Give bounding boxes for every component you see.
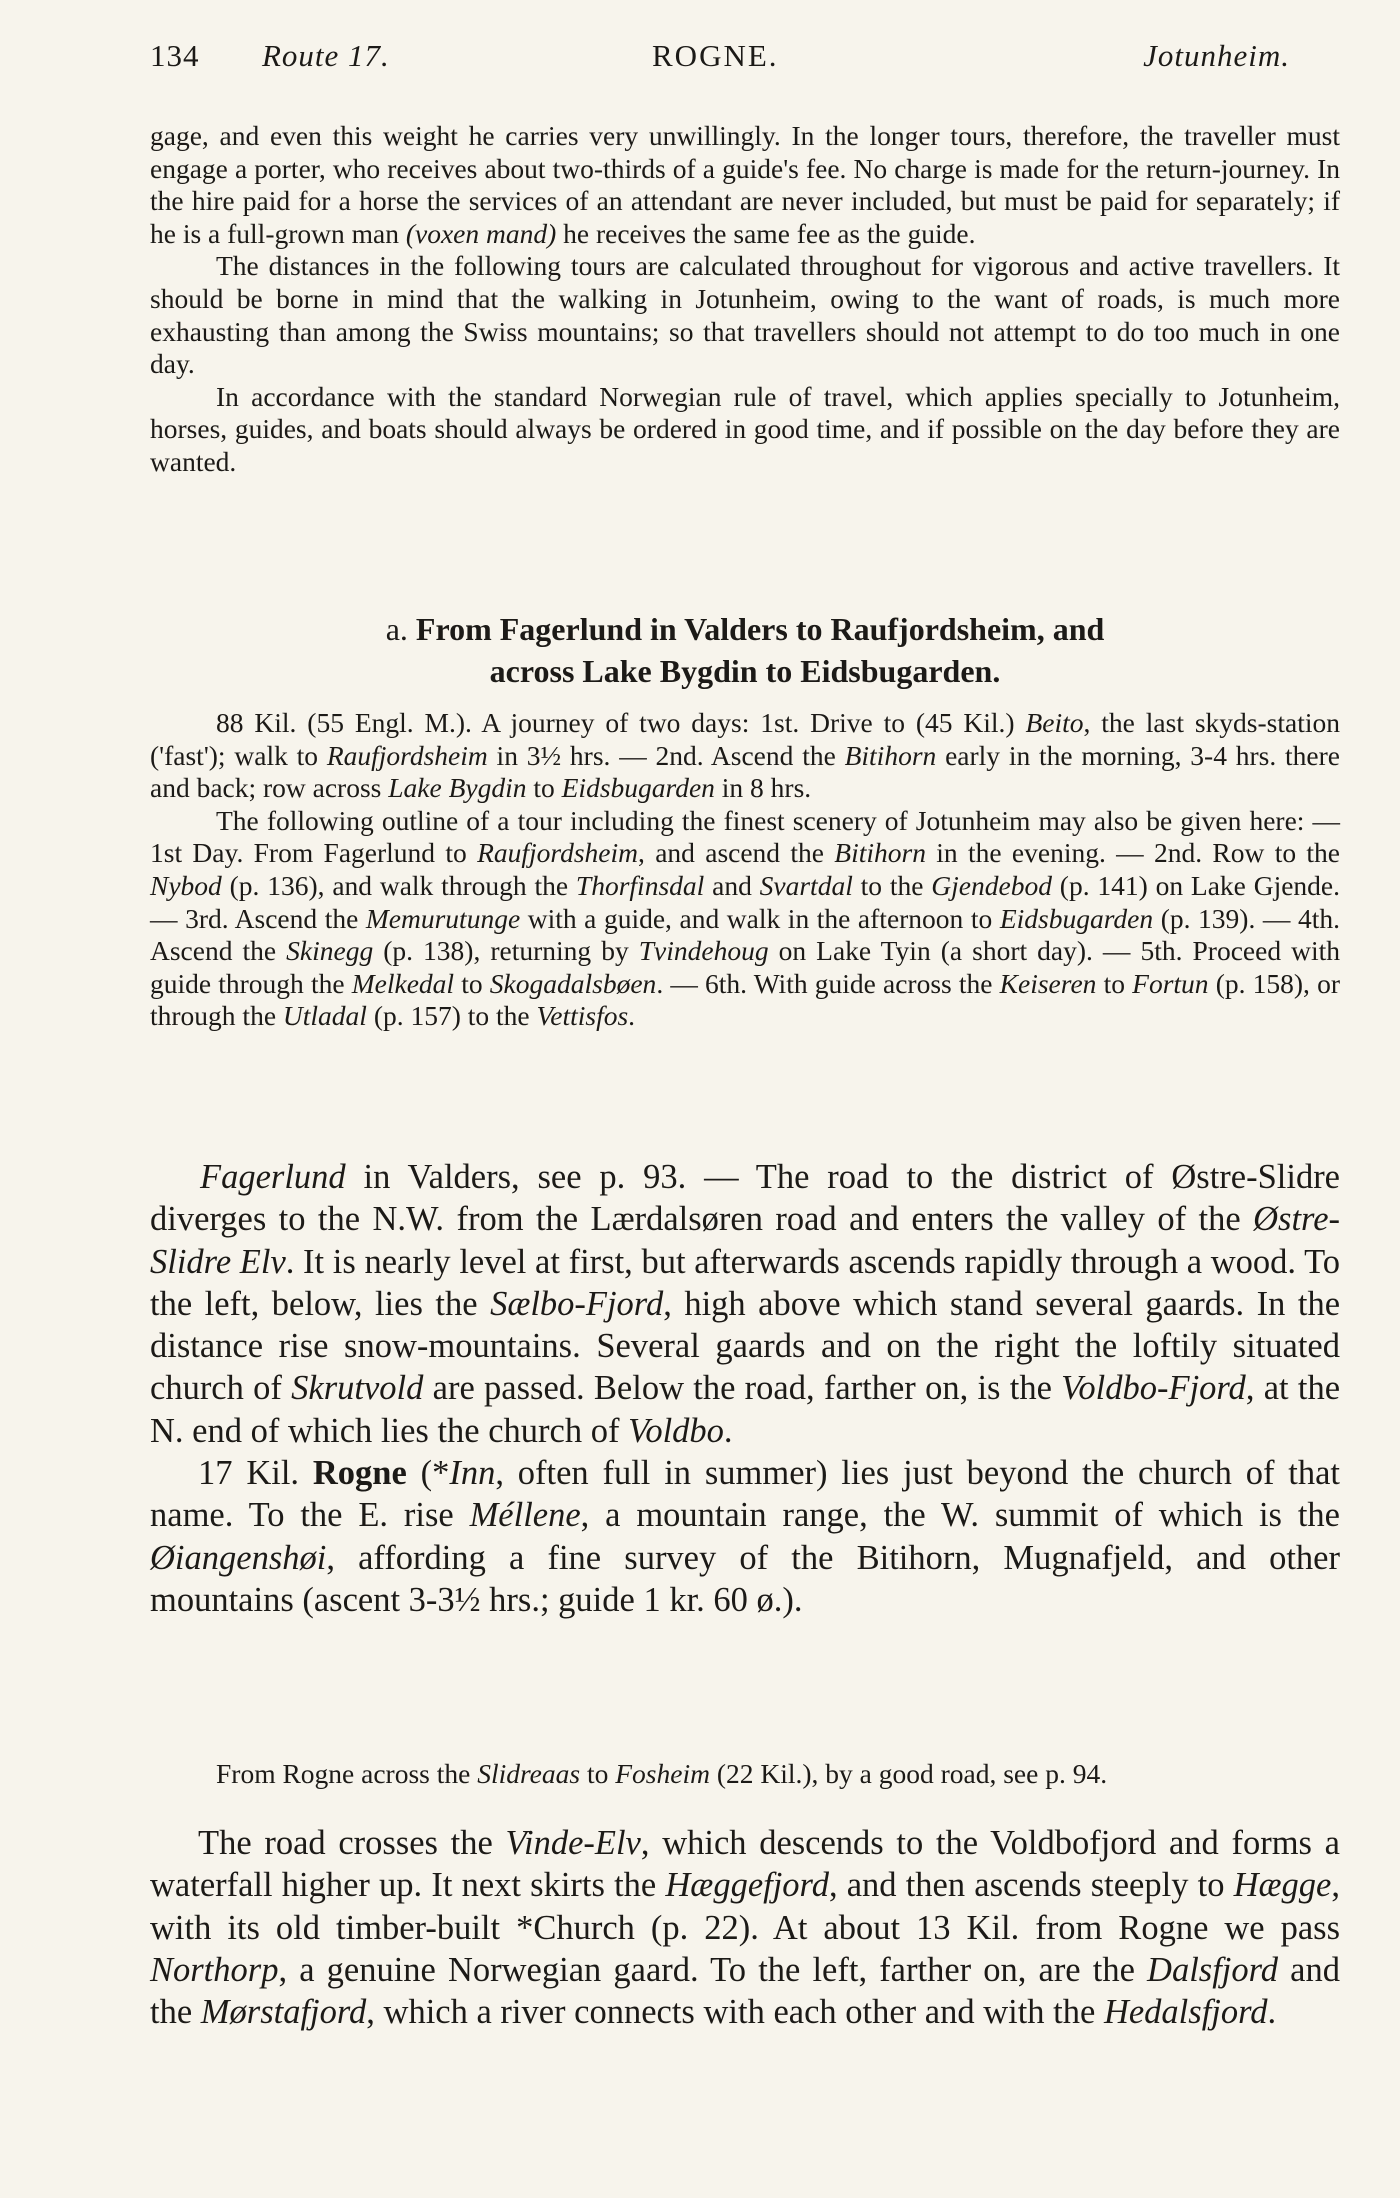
excursion-note [150, 1758, 1340, 1791]
page-number: 134 [150, 38, 200, 73]
route-label: Route 17. [262, 38, 390, 73]
heading-line-1: From Fagerlund in Valders to Raufjordsheim, and [415, 611, 1105, 647]
itinerary-paragraph-2: The following outline of a tour including the finest scenery of Jotunheim may also be given here: — 1st Day. From Fagerlund to Raufjordsheim, and ascend the Bitihorn in the evening. — 2nd. Row to the Nybod (p. 136), and walk through the Thorfinsdal and Svartdal to the Gjendebod (p. 141) on Lake Gjende. — 3rd. Ascend the Memurutunge with a guide, and walk in the afternoon to Eidsbugarden (p. 139). — 4th. Ascend the Skinegg (p. 138), returning by Tvindehoug on Lake Tyin (a short day). — 5th. Proceed with guide through the Melkedal to Skogadalsbøen. — 6th. With guide across the Keiseren to Fortun (p. 158), or through the Utladal (p. 157) to the Vettisfos. [150, 804, 1341, 1032]
heading-line-2: across Lake Bygdin to Eidsbugarden. [489, 653, 1001, 689]
intro-paragraph-3: In accordance with the standard Norwegian rule of travel, which applies specially to Jotunheim, horses, guides, and boats should always be ordered in good time, and if possible on the day before they are wanted. [150, 380, 1340, 477]
section-heading [150, 608, 1340, 692]
running-header [150, 38, 1290, 78]
running-title: ROGNE. [652, 38, 779, 73]
intro-paragraph-1: gage, and even this weight he carries very unwillingly. In the longer tours, therefore, the traveller must engage a porter, who receives about two-thirds of a guide's fee. No charge is made for the return-journey. In the hire paid for a horse the services of an attendant are never included, but must be paid for separately; if he is a full-grown man (voxen mand) he receives the same fee as the guide. [150, 120, 1340, 249]
region-label: Jotunheim. [1143, 38, 1290, 73]
body-paragraph-fagerlund: Fagerlund in Valders, see p. 93. — The road to the district of Østre-Slidre diverges to the N.W. from the Lærdalsøren road and enters the valley of the Østre-Slidre Elv. It is nearly level at first, but afterwards ascends rapidly through a wood. To the left, below, lies the Sælbo-Fjord, high above which stand several gaards. In the distance rise snow-mountains. Several gaards and on the right the loftily situated church of Skrutvold are passed. Below the road, farther on, is the Voldbo-Fjord, at the N. end of which lies the church of Voldbo. [150, 1158, 1341, 1450]
section-letter: a. [385, 611, 408, 647]
itinerary-paragraph-1: 88 Kil. (55 Engl. M.). A journey of two days: 1st. Drive to (45 Kil.) Beito, the last skyds-station ('fast'); walk to Raufjordsheim in 3½ hrs. — 2nd. Ascend the Bitihorn early in the morning, 3-4 hrs. there and back; row across Lake Bygdin to Eidsbugarden in 8 hrs. [150, 707, 1340, 804]
main-text-2 [150, 1822, 1340, 2033]
itinerary-text [150, 707, 1340, 1033]
intro-text [150, 120, 1340, 479]
body-paragraph-rogne: 17 Kil. Rogne (*Inn, often full in summer) lies just beyond the church of that name. To the E. rise Méllene, a mountain range, the W. summit of which is the Øiangenshøi, affording a fine survey of the Bitihorn, Mugnafjeld, and other mountains (ascent 3-3½ hrs.; guide 1 kr. 60 ø.). [150, 1454, 1340, 1619]
intro-paragraph-2: The distances in the following tours are calculated throughout for vigorous and active travellers. It should be borne in mind that the walking in Jotunheim, owing to the want of roads, is much more exhausting than among the Swiss mountains; so that travellers should not attempt to do too much in one day. [150, 250, 1340, 380]
body-paragraph-road: The road crosses the Vinde-Elv, which descends to the Voldbofjord and forms a waterfall higher up. It next skirts the Hæggefjord, and then ascends steeply to Hægge, with its old timber-built *Church (p. 22). At about 13 Kil. from Rogne we pass Northorp, a genuine Norwegian gaard. To the left, farther on, are the Dalsfjord and the Mørstafjord, which a river connects with each other and with the Hedalsfjord. [150, 1824, 1340, 2032]
main-text-1 [150, 1156, 1340, 1621]
note-paragraph: From Rogne across the Slidreaas to Fosheim (22 Kil.), by a good road, see p. 94. [216, 1758, 1108, 1789]
